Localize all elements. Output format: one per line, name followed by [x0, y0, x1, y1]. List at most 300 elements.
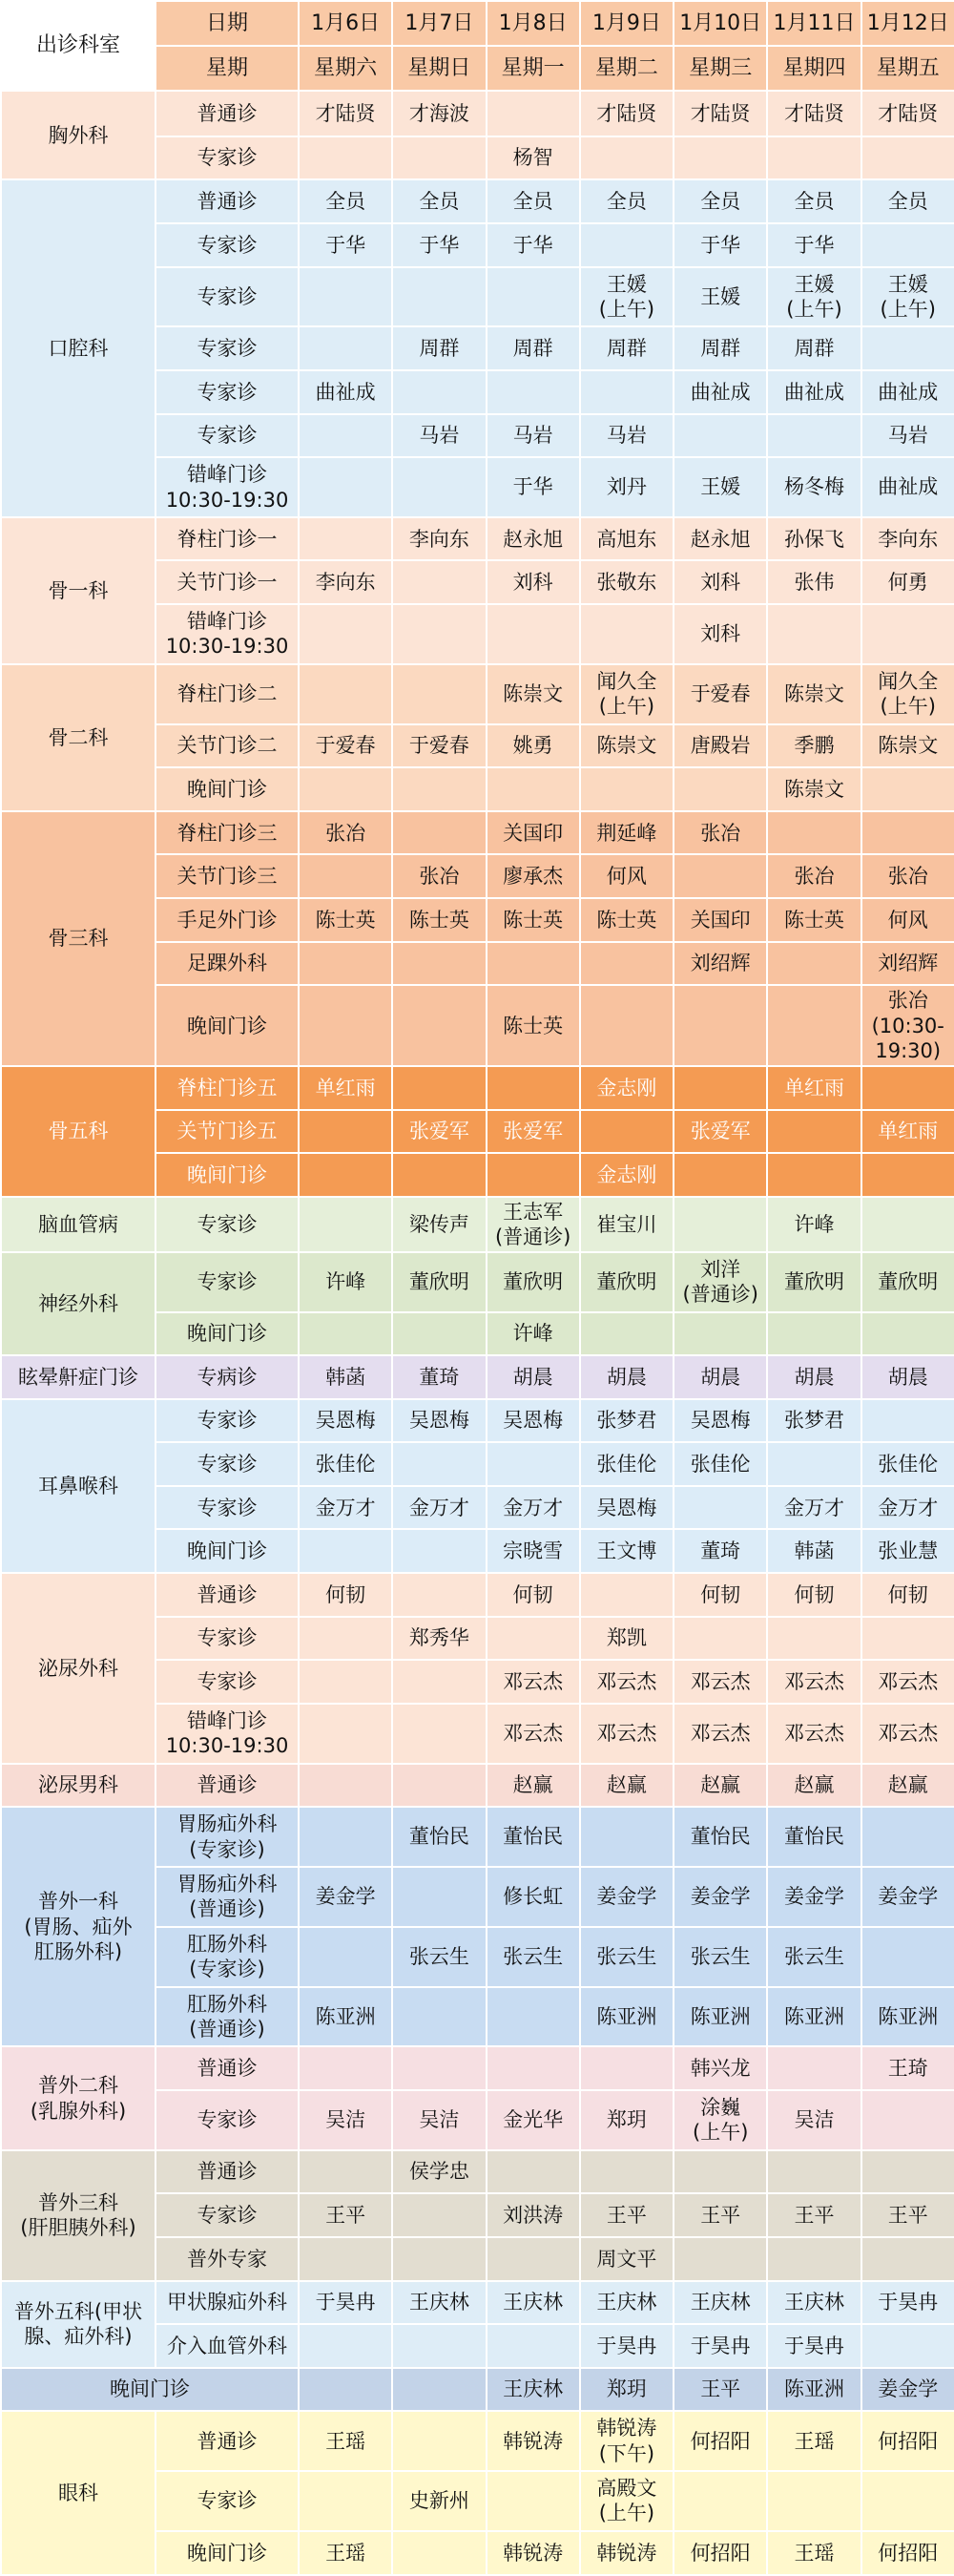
doctor-cell — [674, 854, 767, 898]
clinic-type-cell: 专家诊 — [156, 414, 299, 458]
doctor-cell: 廖承杰 — [487, 854, 580, 898]
doctor-cell: 赵赢 — [487, 1764, 580, 1808]
doctor-cell — [299, 1927, 392, 1987]
doctor-cell: 韩锐涛 — [580, 2531, 674, 2575]
clinic-type-cell: 脊柱门诊五 — [156, 1066, 299, 1110]
doctor-cell: 张爱军 — [392, 1110, 486, 1154]
doctor-cell — [487, 91, 580, 136]
department-cell: 眼科 — [1, 2411, 156, 2575]
doctor-cell — [861, 1312, 954, 1356]
clinic-type-cell: 专家诊 — [156, 370, 299, 414]
doctor-cell: 张梦君 — [767, 1399, 861, 1443]
doctor-cell: 张梦君 — [580, 1399, 674, 1443]
clinic-type-cell: 晚间门诊 — [156, 985, 299, 1066]
date-cell: 1月10日 — [674, 1, 767, 46]
doctor-cell — [299, 2471, 392, 2531]
doctor-cell — [674, 1486, 767, 1530]
clinic-type-cell: 专家诊 — [156, 1252, 299, 1312]
doctor-cell: 韩锐涛 (下午) — [580, 2411, 674, 2471]
doctor-cell — [580, 1110, 674, 1154]
clinic-type-cell: 普通诊 — [156, 1573, 299, 1617]
table-title: 出诊科室 — [1, 1, 156, 91]
doctor-cell — [392, 1987, 486, 2047]
doctor-cell — [487, 370, 580, 414]
doctor-cell: 陈士英 — [487, 898, 580, 942]
doctor-cell: 王庆林 — [580, 2281, 674, 2325]
doctor-cell: 张冶 — [767, 854, 861, 898]
table-row — [1, 179, 954, 223]
doctor-cell: 马岩 — [580, 414, 674, 458]
doctor-cell — [767, 1617, 861, 1661]
doctor-cell — [767, 1153, 861, 1197]
doctor-cell: 何招阳 — [861, 2411, 954, 2471]
doctor-cell: 陈亚洲 — [299, 1987, 392, 2047]
table-row — [1, 1764, 954, 1808]
date-cell: 1月11日 — [767, 1, 861, 46]
doctor-cell — [767, 2046, 861, 2090]
doctor-cell: 单红雨 — [861, 1110, 954, 1154]
doctor-cell: 曲祉成 — [861, 457, 954, 517]
clinic-type-cell: 专家诊 — [156, 2090, 299, 2150]
clinic-type-cell: 专家诊 — [156, 326, 299, 370]
doctor-cell: 邓云杰 — [580, 1704, 674, 1764]
clinic-type-cell: 足踝外科 — [156, 942, 299, 986]
doctor-cell: 季鹏 — [767, 724, 861, 768]
doctor-cell: 于华 — [299, 223, 392, 267]
doctor-cell — [299, 457, 392, 517]
department-cell: 神经外科 — [1, 1252, 156, 1355]
date-cell: 1月9日 — [580, 1, 674, 46]
clinic-type-cell: 专家诊 — [156, 1617, 299, 1661]
table-row — [1, 1197, 954, 1252]
doctor-cell: 宗晓雪 — [487, 1529, 580, 1573]
doctor-cell — [299, 1529, 392, 1573]
doctor-cell — [767, 1312, 861, 1356]
doctor-cell — [487, 767, 580, 811]
doctor-cell: 周群 — [392, 326, 486, 370]
doctor-cell: 王琦 — [861, 2046, 954, 2090]
doctor-cell — [392, 1704, 486, 1764]
department-cell: 骨五科 — [1, 1066, 156, 1197]
doctor-cell: 王志军 (普通诊) — [487, 1197, 580, 1252]
doctor-cell: 高旭东 — [580, 517, 674, 561]
doctor-cell — [767, 136, 861, 180]
doctor-cell — [392, 2411, 486, 2471]
doctor-cell: 邓云杰 — [674, 1704, 767, 1764]
doctor-cell: 全员 — [487, 179, 580, 223]
clinic-type-cell: 手足外门诊 — [156, 898, 299, 942]
doctor-cell: 陈亚洲 — [767, 1987, 861, 2047]
doctor-cell: 张敬东 — [580, 560, 674, 604]
doctor-cell — [674, 414, 767, 458]
doctor-cell: 何勇 — [861, 560, 954, 604]
clinic-type-cell: 脊柱门诊二 — [156, 664, 299, 724]
table-row — [1, 664, 954, 724]
week-label: 星期 — [156, 46, 299, 92]
doctor-cell — [299, 2150, 392, 2194]
doctor-cell: 陈士英 — [487, 985, 580, 1066]
doctor-cell: 姜金学 — [580, 1867, 674, 1927]
doctor-cell — [674, 2150, 767, 2194]
doctor-cell: 杨智 — [487, 136, 580, 180]
doctor-cell — [674, 2237, 767, 2281]
doctor-cell: 崔宝川 — [580, 1197, 674, 1252]
doctor-cell — [299, 985, 392, 1066]
clinic-type-cell: 专家诊 — [156, 2471, 299, 2531]
doctor-cell — [674, 1153, 767, 1197]
weekday-cell: 星期一 — [487, 46, 580, 92]
clinic-type-cell: 专病诊 — [156, 1355, 299, 1399]
doctor-cell: 陈崇文 — [767, 664, 861, 724]
department-cell: 骨三科 — [1, 811, 156, 1066]
table-row — [1, 517, 954, 561]
doctor-cell — [392, 985, 486, 1066]
doctor-cell — [580, 942, 674, 986]
department-cell: 泌尿外科 — [1, 1573, 156, 1764]
date-cell: 1月7日 — [392, 1, 486, 46]
doctor-cell: 刘科 — [674, 604, 767, 664]
doctor-cell — [580, 767, 674, 811]
doctor-cell: 董欣明 — [580, 1252, 674, 1312]
doctor-cell: 全员 — [767, 179, 861, 223]
doctor-cell — [392, 664, 486, 724]
doctor-cell: 邓云杰 — [861, 1704, 954, 1764]
doctor-cell — [487, 1153, 580, 1197]
doctor-cell — [861, 326, 954, 370]
doctor-cell — [861, 767, 954, 811]
doctor-cell: 董怡民 — [392, 1807, 486, 1867]
clinic-type-cell: 错峰门诊 10:30-19:30 — [156, 604, 299, 664]
doctor-cell: 周群 — [580, 326, 674, 370]
doctor-cell: 于华 — [487, 223, 580, 267]
doctor-cell: 郑玥 — [580, 2090, 674, 2150]
date-label: 日期 — [156, 1, 299, 46]
doctor-cell — [861, 811, 954, 855]
doctor-cell: 金万才 — [767, 1486, 861, 1530]
doctor-cell — [299, 2046, 392, 2090]
table-row — [1, 811, 954, 855]
weekday-cell: 星期二 — [580, 46, 674, 92]
doctor-cell: 王平 — [674, 2368, 767, 2412]
table-row — [1, 1399, 954, 1443]
doctor-cell: 于昊冉 — [299, 2281, 392, 2325]
doctor-cell: 周群 — [767, 326, 861, 370]
clinic-type-cell: 关节门诊三 — [156, 854, 299, 898]
doctor-cell: 韩兴龙 — [674, 2046, 767, 2090]
clinic-type-cell: 普通诊 — [156, 2411, 299, 2471]
doctor-cell: 关国印 — [674, 898, 767, 942]
doctor-cell — [392, 560, 486, 604]
doctor-cell — [392, 1153, 486, 1197]
doctor-cell: 李向东 — [299, 560, 392, 604]
doctor-cell — [861, 1927, 954, 1987]
doctor-cell: 刘绍辉 — [674, 942, 767, 986]
doctor-cell: 周文平 — [580, 2237, 674, 2281]
doctor-cell: 于爱春 — [299, 724, 392, 768]
clinic-type-cell: 关节门诊一 — [156, 560, 299, 604]
doctor-cell — [861, 1066, 954, 1110]
doctor-cell: 许峰 — [299, 1252, 392, 1312]
clinic-type-cell: 关节门诊五 — [156, 1110, 299, 1154]
doctor-cell: 吴洁 — [299, 2090, 392, 2150]
doctor-cell: 张云生 — [767, 1927, 861, 1987]
doctor-cell: 于昊冉 — [674, 2324, 767, 2368]
clinic-type-cell: 晚间门诊 — [156, 767, 299, 811]
doctor-cell: 王瑶 — [299, 2411, 392, 2471]
clinic-type-cell: 肛肠外科 (专家诊) — [156, 1927, 299, 1987]
doctor-cell: 张爱军 — [487, 1110, 580, 1154]
clinic-type-cell: 晚间门诊 — [156, 2531, 299, 2575]
doctor-cell — [487, 267, 580, 327]
table-row — [1, 1252, 954, 1312]
doctor-cell: 郑秀华 — [392, 1617, 486, 1661]
doctor-cell: 陈士英 — [580, 898, 674, 942]
doctor-cell: 单红雨 — [299, 1066, 392, 1110]
doctor-cell: 吴恩梅 — [580, 1486, 674, 1530]
clinic-type-cell: 普通诊 — [156, 1764, 299, 1808]
doctor-cell: 王媛 — [674, 267, 767, 327]
doctor-cell — [392, 2324, 486, 2368]
doctor-cell — [580, 370, 674, 414]
date-cell: 1月12日 — [861, 1, 954, 46]
doctor-cell: 于爱春 — [392, 724, 486, 768]
doctor-cell — [299, 1312, 392, 1356]
doctor-cell: 张冶 — [392, 854, 486, 898]
doctor-cell: 金光华 — [487, 2090, 580, 2150]
doctor-cell: 吴恩梅 — [487, 1399, 580, 1443]
doctor-cell — [299, 517, 392, 561]
table-row — [1, 2368, 954, 2412]
department-cell: 口腔科 — [1, 179, 156, 517]
clinic-type-cell: 专家诊 — [156, 2193, 299, 2237]
department-cell: 普外五科(甲状 腺、疝外科) — [1, 2281, 156, 2368]
doctor-cell — [392, 604, 486, 664]
doctor-cell: 韩锐涛 — [487, 2411, 580, 2471]
table-row — [1, 1355, 954, 1399]
table-row — [1, 91, 954, 136]
doctor-cell — [299, 1153, 392, 1197]
department-cell: 普外三科 (肝胆胰外科) — [1, 2150, 156, 2281]
doctor-cell: 全员 — [299, 179, 392, 223]
department-cell: 骨二科 — [1, 664, 156, 811]
doctor-cell — [392, 267, 486, 327]
department-cell: 泌尿男科 — [1, 1764, 156, 1808]
doctor-cell: 荆延峰 — [580, 811, 674, 855]
doctor-cell: 刘绍辉 — [861, 942, 954, 986]
doctor-cell: 金万才 — [487, 1486, 580, 1530]
doctor-cell: 吴洁 — [767, 2090, 861, 2150]
doctor-cell: 王瑶 — [767, 2531, 861, 2575]
doctor-cell — [861, 2471, 954, 2531]
doctor-cell — [392, 1066, 486, 1110]
clinic-type-cell: 甲状腺疝外科 — [156, 2281, 299, 2325]
doctor-cell: 张云生 — [674, 1927, 767, 1987]
clinic-type-cell: 普通诊 — [156, 2150, 299, 2194]
doctor-cell: 邓云杰 — [674, 1660, 767, 1704]
doctor-cell: 赵赢 — [580, 1764, 674, 1808]
doctor-cell: 张冶 — [861, 854, 954, 898]
doctor-cell — [767, 604, 861, 664]
doctor-cell: 于昊冉 — [580, 2324, 674, 2368]
department-cell: 眩晕鼾症门诊 — [1, 1355, 156, 1399]
doctor-cell: 王庆林 — [487, 2368, 580, 2412]
doctor-cell — [392, 811, 486, 855]
doctor-cell: 陈崇文 — [861, 724, 954, 768]
doctor-cell — [299, 2324, 392, 2368]
doctor-cell: 闻久全 (上午) — [580, 664, 674, 724]
doctor-cell: 赵永旭 — [674, 517, 767, 561]
doctor-cell: 闻久全 (上午) — [861, 664, 954, 724]
doctor-cell: 邓云杰 — [487, 1704, 580, 1764]
doctor-cell: 张伟 — [767, 560, 861, 604]
doctor-cell — [299, 267, 392, 327]
doctor-cell — [392, 2531, 486, 2575]
doctor-cell: 何招阳 — [674, 2531, 767, 2575]
doctor-cell: 陈亚洲 — [767, 2368, 861, 2412]
doctor-cell: 姜金学 — [299, 1867, 392, 1927]
doctor-cell — [580, 1573, 674, 1617]
doctor-cell: 于昊冉 — [861, 2281, 954, 2325]
header-date-row — [1, 1, 954, 46]
clinic-type-cell: 错峰门诊 10:30-19:30 — [156, 457, 299, 517]
doctor-cell: 胡晨 — [674, 1355, 767, 1399]
doctor-cell — [299, 326, 392, 370]
doctor-cell: 胡晨 — [580, 1355, 674, 1399]
doctor-cell — [299, 136, 392, 180]
doctor-cell: 邓云杰 — [767, 1660, 861, 1704]
doctor-cell — [299, 942, 392, 986]
doctor-cell — [767, 1110, 861, 1154]
doctor-cell — [674, 985, 767, 1066]
doctor-cell: 邓云杰 — [767, 1704, 861, 1764]
doctor-cell: 王媛 — [674, 457, 767, 517]
doctor-cell: 韩菡 — [299, 1355, 392, 1399]
doctor-cell — [767, 414, 861, 458]
department-cell: 晚间门诊 — [1, 2368, 299, 2412]
doctor-cell — [487, 1066, 580, 1110]
doctor-cell — [392, 942, 486, 986]
doctor-cell — [861, 1617, 954, 1661]
clinic-type-cell: 晚间门诊 — [156, 1153, 299, 1197]
doctor-cell — [487, 1617, 580, 1661]
doctor-cell — [299, 767, 392, 811]
doctor-cell — [392, 1867, 486, 1927]
doctor-cell: 陈亚洲 — [861, 1987, 954, 2047]
doctor-cell: 姜金学 — [674, 1867, 767, 1927]
doctor-cell: 涂巍 (上午) — [674, 2090, 767, 2150]
doctor-cell: 张云生 — [487, 1927, 580, 1987]
clinic-type-cell: 脊柱门诊一 — [156, 517, 299, 561]
doctor-cell: 张冶 (10:30- 19:30) — [861, 985, 954, 1066]
doctor-cell: 单红雨 — [767, 1066, 861, 1110]
weekday-cell: 星期三 — [674, 46, 767, 92]
doctor-cell: 张佳伦 — [299, 1442, 392, 1486]
doctor-cell: 全员 — [580, 179, 674, 223]
clinic-type-cell: 晚间门诊 — [156, 1529, 299, 1573]
clinic-type-cell: 专家诊 — [156, 223, 299, 267]
doctor-cell: 郑玥 — [580, 2368, 674, 2412]
doctor-cell: 王平 — [299, 2193, 392, 2237]
doctor-cell — [767, 2150, 861, 2194]
doctor-cell: 何招阳 — [861, 2531, 954, 2575]
doctor-cell: 才陆贤 — [767, 91, 861, 136]
doctor-cell — [861, 1153, 954, 1197]
doctor-cell: 才海波 — [392, 91, 486, 136]
doctor-cell: 金万才 — [299, 1486, 392, 1530]
department-cell: 耳鼻喉科 — [1, 1399, 156, 1573]
clinic-type-cell: 专家诊 — [156, 267, 299, 327]
doctor-cell: 邓云杰 — [580, 1660, 674, 1704]
doctor-cell: 才陆贤 — [861, 91, 954, 136]
doctor-cell — [487, 942, 580, 986]
doctor-cell: 何风 — [580, 854, 674, 898]
doctor-cell: 全员 — [861, 179, 954, 223]
doctor-cell: 王庆林 — [487, 2281, 580, 2325]
doctor-cell — [674, 1197, 767, 1252]
doctor-cell: 王平 — [580, 2193, 674, 2237]
doctor-cell: 陈崇文 — [580, 724, 674, 768]
doctor-cell: 陈士英 — [767, 898, 861, 942]
department-cell: 胸外科 — [1, 91, 156, 179]
doctor-cell — [767, 942, 861, 986]
doctor-cell: 陈崇文 — [767, 767, 861, 811]
doctor-cell: 周群 — [674, 326, 767, 370]
doctor-cell: 金万才 — [392, 1486, 486, 1530]
doctor-cell: 姚勇 — [487, 724, 580, 768]
doctor-cell: 姜金学 — [861, 1867, 954, 1927]
doctor-cell — [674, 1312, 767, 1356]
doctor-cell: 邓云杰 — [487, 1660, 580, 1704]
clinic-type-cell: 晚间门诊 — [156, 1312, 299, 1356]
doctor-cell: 史新州 — [392, 2471, 486, 2531]
doctor-cell: 吴洁 — [392, 2090, 486, 2150]
doctor-cell: 王瑶 — [299, 2531, 392, 2575]
doctor-cell — [392, 1660, 486, 1704]
weekday-cell: 星期五 — [861, 46, 954, 92]
table-row — [1, 1066, 954, 1110]
clinic-type-cell: 专家诊 — [156, 136, 299, 180]
doctor-cell: 杨冬梅 — [767, 457, 861, 517]
doctor-cell — [487, 2324, 580, 2368]
doctor-cell — [861, 1807, 954, 1867]
doctor-cell: 王瑶 — [767, 2411, 861, 2471]
date-cell: 1月8日 — [487, 1, 580, 46]
doctor-cell — [487, 604, 580, 664]
clinic-type-cell: 专家诊 — [156, 1197, 299, 1252]
doctor-cell: 何风 — [861, 898, 954, 942]
doctor-cell: 邓云杰 — [861, 1660, 954, 1704]
doctor-cell: 王庆林 — [674, 2281, 767, 2325]
doctor-cell: 曲祉成 — [861, 370, 954, 414]
doctor-cell: 刘洪涛 — [487, 2193, 580, 2237]
doctor-cell: 王文博 — [580, 1529, 674, 1573]
doctor-cell — [487, 2150, 580, 2194]
doctor-cell: 张佳伦 — [861, 1442, 954, 1486]
doctor-cell: 金志刚 — [580, 1153, 674, 1197]
doctor-cell: 董怡民 — [674, 1807, 767, 1867]
doctor-cell: 修长虹 — [487, 1867, 580, 1927]
doctor-cell: 赵赢 — [674, 1764, 767, 1808]
doctor-cell: 王平 — [674, 2193, 767, 2237]
doctor-cell — [392, 136, 486, 180]
doctor-cell — [580, 1807, 674, 1867]
doctor-cell: 梁传声 — [392, 1197, 486, 1252]
doctor-cell — [580, 1312, 674, 1356]
doctor-cell: 才陆贤 — [299, 91, 392, 136]
doctor-cell: 刘丹 — [580, 457, 674, 517]
doctor-cell — [861, 223, 954, 267]
doctor-cell — [861, 136, 954, 180]
